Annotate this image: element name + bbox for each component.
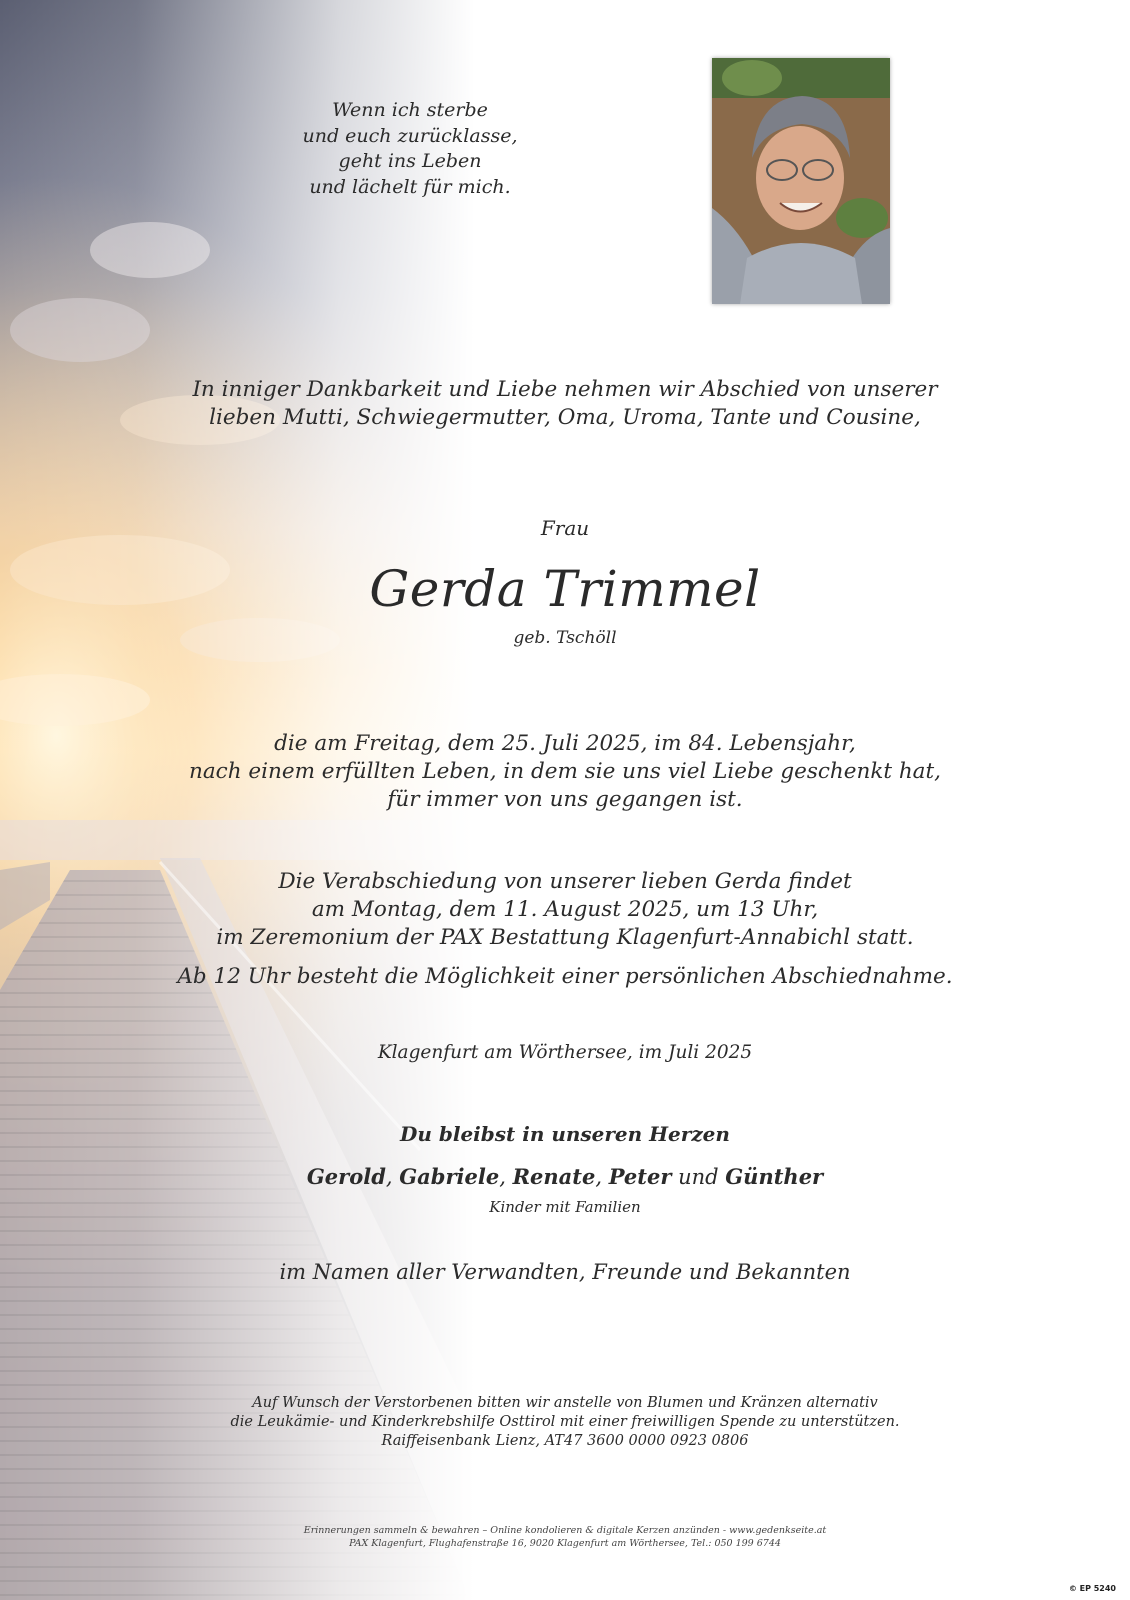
separator: , [499, 1165, 513, 1189]
child-name: Günther [725, 1164, 824, 1189]
child-name: Gabriele [399, 1164, 500, 1189]
separator: und [671, 1165, 726, 1189]
donation-request [0, 1394, 1130, 1451]
service-line: am Montag, dem 11. August 2025, um 13 Uhr, [311, 897, 819, 922]
relatives-line: im Namen aller Verwandten, Freunde und Bekannten [279, 1260, 851, 1284]
poem-line: und euch zurücklasse, [302, 124, 518, 147]
bank-details: Raiffeisenbank Lienz, AT47 3600 0000 0923 0806 [381, 1433, 749, 1449]
portrait-photo [712, 58, 890, 304]
deceased-title: Frau [540, 516, 590, 540]
separator: , [385, 1165, 400, 1189]
footer [0, 1524, 1130, 1550]
service-line: im Zeremonium der PAX Bestattung Klagenfurt-Annabichl statt. [216, 925, 914, 950]
child-name: Renate [512, 1164, 596, 1189]
deceased-name: Gerda Trimmel [369, 560, 761, 618]
poem-line: und lächelt für mich. [309, 175, 511, 198]
separator: , [595, 1165, 609, 1189]
footer-line: Erinnerungen sammeln & bewahren – Online kondolieren & digitale Kerzen anzünden - www.gedenkseite.at [303, 1525, 827, 1536]
children-names [0, 1164, 1130, 1189]
death-line: nach einem erfüllten Leben, in dem sie uns viel Liebe geschenkt hat, [189, 759, 941, 784]
poem [240, 98, 580, 200]
child-name: Peter [608, 1164, 672, 1189]
intro-line: In inniger Dankbarkeit und Liebe nehmen wir Abschied von unserer [192, 377, 938, 402]
service-details [0, 868, 1130, 952]
death-line: die am Freitag, dem 25. Juli 2025, im 84. Lebensjahr, [274, 731, 856, 756]
service-line: Die Verabschiedung von unserer lieben Gerda findet [278, 869, 852, 894]
donation-line: Auf Wunsch der Verstorbenen bitten wir anstelle von Blumen und Kränzen alternativ [252, 1395, 878, 1411]
viewing-info: Ab 12 Uhr besteht die Möglichkeit einer persönlichen Abschiednahme. [177, 964, 953, 989]
child-name: Gerold [306, 1164, 386, 1189]
poem-line: geht ins Leben [338, 150, 482, 172]
children-subtitle: Kinder mit Familien [489, 1198, 641, 1216]
place-and-date: Klagenfurt am Wörthersee, im Juli 2025 [377, 1042, 753, 1063]
death-notice [0, 730, 1130, 814]
birth-name: geb. Tschöll [513, 628, 617, 648]
motto: Du bleibst in unseren Herzen [400, 1122, 730, 1146]
donation-line: die Leukämie- und Kinderkrebshilfe Osttirol mit einer freiwilligen Spende zu unterstützen. [230, 1414, 900, 1430]
intro-line: lieben Mutti, Schwiegermutter, Oma, Uroma, Tante und Cousine, [209, 405, 921, 430]
intro-text [0, 376, 1130, 432]
footer-line: PAX Klagenfurt, Flughafenstraße 16, 9020 Klagenfurt am Wörthersee, Tel.: 050 199 6744 [349, 1538, 781, 1549]
death-line: für immer von uns gegangen ist. [387, 787, 743, 812]
poem-line: Wenn ich sterbe [332, 99, 488, 121]
document-code: © EP 5240 [1068, 1584, 1116, 1593]
